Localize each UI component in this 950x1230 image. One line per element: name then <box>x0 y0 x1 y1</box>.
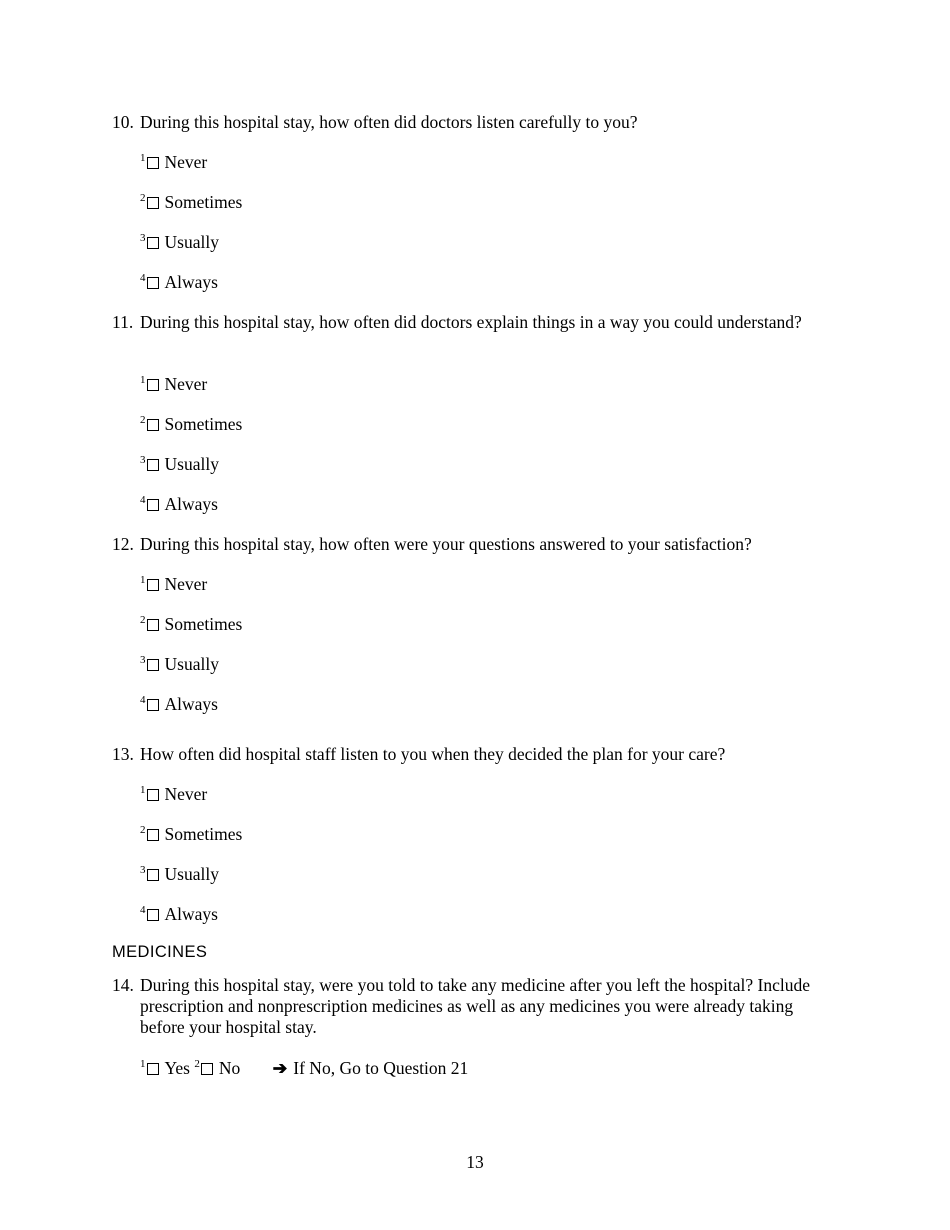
option-label: Never <box>164 574 208 594</box>
section-title: MEDICINES <box>112 943 208 961</box>
checkbox[interactable] <box>147 1063 159 1075</box>
option-label: Usually <box>164 864 219 884</box>
option-code: 2 <box>140 414 146 426</box>
checkbox[interactable] <box>147 829 159 841</box>
checkbox[interactable] <box>147 579 159 591</box>
option-label: Never <box>164 374 208 394</box>
question-text: During this hospital stay, how often did doctors listen carefully to you? <box>140 112 638 132</box>
option-yes[interactable] <box>140 1058 190 1078</box>
option-no[interactable] <box>194 1058 240 1078</box>
question-number: 13. <box>112 744 134 764</box>
option-usually[interactable] <box>140 653 219 675</box>
question-number: 12. <box>112 534 134 554</box>
question-text: During this hospital stay, how often did doctors explain things in a way you could understand? <box>140 312 802 332</box>
option-code: 2 <box>140 192 146 204</box>
arrow-right-icon: ➔ <box>272 1058 288 1078</box>
question-number: 14. <box>112 975 134 995</box>
checkbox[interactable] <box>147 869 159 881</box>
option-code: 1 <box>140 574 146 586</box>
question-12 <box>112 534 812 555</box>
question-number: 11. <box>112 312 134 332</box>
checkbox[interactable] <box>201 1063 213 1075</box>
option-code: 4 <box>140 904 146 916</box>
option-row-yes-no <box>140 1057 468 1079</box>
option-always[interactable] <box>140 493 218 515</box>
skip-instruction: If No, Go to Question 21 <box>293 1058 469 1078</box>
option-never[interactable] <box>140 151 207 173</box>
option-label: Sometimes <box>164 824 243 844</box>
checkbox[interactable] <box>147 499 159 511</box>
option-code: 1 <box>140 784 146 796</box>
option-usually[interactable] <box>140 863 219 885</box>
question-text: During this hospital stay, how often were your questions answered to your satisfaction? <box>140 534 752 554</box>
option-code: 1 <box>140 374 146 386</box>
option-never[interactable] <box>140 783 207 805</box>
option-code: 3 <box>140 454 146 466</box>
option-always[interactable] <box>140 271 218 293</box>
question-13 <box>112 744 812 765</box>
option-label: Never <box>164 784 208 804</box>
option-sometimes[interactable] <box>140 823 242 845</box>
question-number: 10. <box>112 112 134 132</box>
checkbox[interactable] <box>147 237 159 249</box>
option-code: 3 <box>140 232 146 244</box>
question-10 <box>112 112 812 133</box>
checkbox[interactable] <box>147 379 159 391</box>
option-label: Sometimes <box>164 192 243 212</box>
option-sometimes[interactable] <box>140 413 242 435</box>
option-sometimes[interactable] <box>140 613 242 635</box>
option-never[interactable] <box>140 373 207 395</box>
checkbox[interactable] <box>147 659 159 671</box>
option-code: 3 <box>140 654 146 666</box>
option-usually[interactable] <box>140 231 219 253</box>
option-code: 1 <box>140 152 146 164</box>
option-label: Sometimes <box>164 614 243 634</box>
option-label: Usually <box>164 232 219 252</box>
checkbox[interactable] <box>147 789 159 801</box>
option-code: 4 <box>140 494 146 506</box>
page-number: 13 <box>466 1152 484 1172</box>
option-label: No <box>218 1058 241 1078</box>
option-label: Sometimes <box>164 414 243 434</box>
option-label: Always <box>164 904 218 924</box>
option-label: Never <box>164 152 208 172</box>
option-code: 4 <box>140 272 146 284</box>
option-code: 1 <box>140 1058 146 1070</box>
option-always[interactable] <box>140 903 218 925</box>
question-14 <box>112 975 812 1038</box>
option-code: 2 <box>140 824 146 836</box>
option-always[interactable] <box>140 693 218 715</box>
option-code: 3 <box>140 864 146 876</box>
option-code: 4 <box>140 694 146 706</box>
option-usually[interactable] <box>140 453 219 475</box>
option-label: Always <box>164 694 218 714</box>
checkbox[interactable] <box>147 157 159 169</box>
option-code: 2 <box>140 614 146 626</box>
option-label: Always <box>164 272 218 292</box>
checkbox[interactable] <box>147 909 159 921</box>
option-code: 2 <box>194 1058 200 1070</box>
option-label: Usually <box>164 454 219 474</box>
checkbox[interactable] <box>147 197 159 209</box>
question-text: How often did hospital staff listen to you when they decided the plan for your care? <box>140 744 726 764</box>
checkbox[interactable] <box>147 699 159 711</box>
checkbox[interactable] <box>147 419 159 431</box>
option-never[interactable] <box>140 573 207 595</box>
option-label: Always <box>164 494 218 514</box>
option-sometimes[interactable] <box>140 191 242 213</box>
option-label: Usually <box>164 654 219 674</box>
question-11 <box>112 312 812 333</box>
option-label: Yes <box>164 1058 190 1078</box>
checkbox[interactable] <box>147 459 159 471</box>
checkbox[interactable] <box>147 619 159 631</box>
question-text: During this hospital stay, were you told to take any medicine after you left the hospital? Include prescription and nonprescription medicines as well as any medicines you were already taking before your hospital stay. <box>140 975 810 1037</box>
checkbox[interactable] <box>147 277 159 289</box>
